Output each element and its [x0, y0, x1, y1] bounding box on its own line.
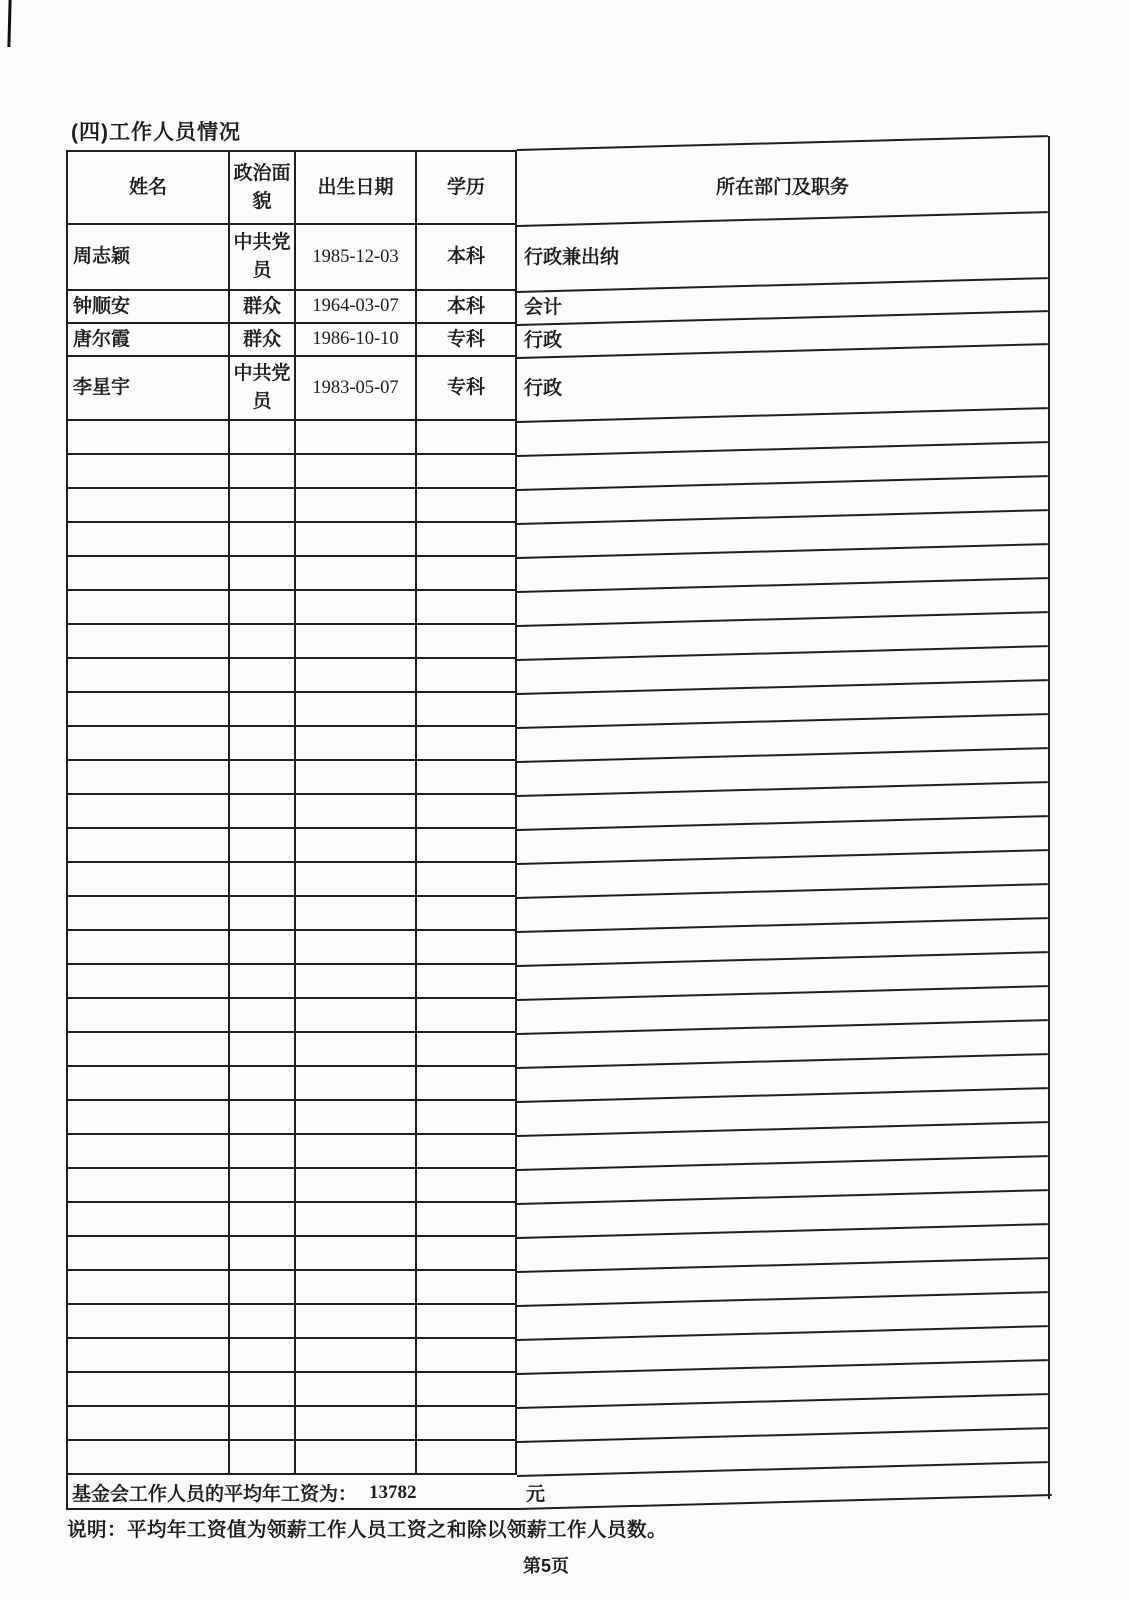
page-title: (四)工作人员情况 [71, 121, 241, 144]
empty-cell [68, 1373, 230, 1407]
cell-department: 行政 [517, 357, 1050, 421]
empty-cell [296, 1101, 417, 1135]
empty-cell [68, 1067, 230, 1101]
empty-table-row [68, 1101, 1050, 1135]
header-cell-education: 学历 [417, 150, 517, 225]
empty-cell [296, 455, 417, 489]
empty-cell [230, 965, 296, 999]
empty-cell [230, 455, 296, 489]
empty-cell [517, 659, 1050, 693]
empty-cell [296, 1441, 417, 1475]
empty-cell [296, 1271, 417, 1305]
empty-cell [296, 829, 417, 863]
empty-cell [417, 1305, 517, 1339]
empty-cell [517, 1203, 1050, 1237]
scan-edge-artifact [7, 0, 11, 47]
empty-cell [296, 931, 417, 965]
empty-cell [517, 1339, 1050, 1373]
empty-cell [417, 1203, 517, 1237]
empty-cell [230, 625, 296, 659]
empty-cell [296, 693, 417, 727]
empty-cell [296, 1305, 417, 1339]
staff-table [66, 150, 1050, 1510]
empty-cell [230, 1067, 296, 1101]
empty-cell [230, 1203, 296, 1237]
empty-cell [230, 761, 296, 795]
cell-department: 行政兼出纳 [517, 225, 1050, 291]
empty-table-row [68, 1441, 1050, 1475]
empty-cell [230, 931, 296, 965]
empty-cell [517, 1101, 1050, 1135]
empty-cell [417, 557, 517, 591]
empty-table-row [68, 421, 1050, 455]
empty-cell [68, 727, 230, 761]
empty-table-row [68, 1407, 1050, 1441]
empty-table-row [68, 1135, 1050, 1169]
empty-cell [68, 1305, 230, 1339]
table-row [68, 357, 1050, 421]
table-row [68, 291, 1050, 324]
empty-cell [417, 455, 517, 489]
empty-table-row [68, 931, 1050, 965]
empty-table-row [68, 1203, 1050, 1237]
empty-cell [68, 965, 230, 999]
empty-cell [417, 693, 517, 727]
empty-cell [230, 489, 296, 523]
empty-cell [417, 489, 517, 523]
empty-cell [68, 1407, 230, 1441]
empty-cell [296, 1407, 417, 1441]
empty-table-row [68, 1271, 1050, 1305]
empty-cell [417, 421, 517, 455]
empty-table-row [68, 1033, 1050, 1067]
empty-cell [230, 1407, 296, 1441]
empty-cell [68, 829, 230, 863]
empty-cell [230, 1169, 296, 1203]
empty-table-row [68, 1339, 1050, 1373]
empty-cell [517, 1067, 1050, 1101]
empty-cell [517, 489, 1050, 523]
empty-cell [517, 455, 1050, 489]
empty-cell [517, 1407, 1050, 1441]
empty-cell [417, 1339, 517, 1373]
empty-cell [517, 421, 1050, 455]
empty-cell [230, 1305, 296, 1339]
empty-cell [417, 591, 517, 625]
empty-table-row [68, 1305, 1050, 1339]
empty-cell [68, 1135, 230, 1169]
page-number: 第5页 [522, 1556, 569, 1576]
empty-cell [68, 1101, 230, 1135]
empty-table-row [68, 863, 1050, 897]
cell-name: 钟顺安 [68, 291, 230, 324]
table-bottom-border-skewed [519, 1494, 1052, 1510]
salary-summary-row [68, 1475, 1050, 1510]
empty-cell [517, 557, 1050, 591]
empty-cell [517, 1441, 1050, 1475]
empty-cell [230, 829, 296, 863]
empty-table-row [68, 795, 1050, 829]
empty-cell [230, 1033, 296, 1067]
empty-cell [68, 931, 230, 965]
empty-cell [230, 591, 296, 625]
empty-table-row [68, 1237, 1050, 1271]
cell-education: 本科 [417, 291, 517, 324]
empty-cell [296, 523, 417, 557]
cell-department: 会计 [517, 291, 1050, 324]
empty-cell [517, 965, 1050, 999]
empty-cell [230, 1339, 296, 1373]
empty-cell [68, 693, 230, 727]
empty-cell [417, 1067, 517, 1101]
empty-table-row [68, 557, 1050, 591]
empty-cell [68, 421, 230, 455]
header-cell-birth-date: 出生日期 [296, 150, 417, 225]
cell-birth-date: 1986-10-10 [296, 324, 417, 357]
empty-table-row [68, 693, 1050, 727]
cell-education: 专科 [417, 357, 517, 421]
empty-cell [68, 897, 230, 931]
empty-cell [417, 999, 517, 1033]
table-right-border [1048, 136, 1050, 1499]
empty-cell [68, 1339, 230, 1373]
empty-table-row [68, 523, 1050, 557]
empty-cell [296, 659, 417, 693]
empty-cell [417, 863, 517, 897]
empty-cell [68, 761, 230, 795]
empty-cell [296, 1237, 417, 1271]
empty-cell [230, 421, 296, 455]
table-row [68, 225, 1050, 291]
empty-cell [230, 1373, 296, 1407]
header-cell-political-status: 政治面貌 [230, 150, 296, 225]
empty-cell [296, 965, 417, 999]
empty-cell [230, 557, 296, 591]
empty-cell [296, 421, 417, 455]
cell-political-status: 群众 [230, 324, 296, 357]
empty-cell [417, 1373, 517, 1407]
empty-cell [296, 897, 417, 931]
empty-cell [68, 489, 230, 523]
empty-cell [417, 829, 517, 863]
empty-table-row [68, 1067, 1050, 1101]
empty-cell [68, 1203, 230, 1237]
empty-table-row [68, 1169, 1050, 1203]
empty-cell [417, 1441, 517, 1475]
empty-cell [517, 1237, 1050, 1271]
empty-cell [230, 897, 296, 931]
empty-cell [296, 1169, 417, 1203]
empty-table-row [68, 489, 1050, 523]
table-row [68, 324, 1050, 357]
empty-cell [517, 1271, 1050, 1305]
cell-name: 李星宇 [68, 357, 230, 421]
empty-cell [68, 557, 230, 591]
empty-cell [517, 863, 1050, 897]
empty-cell [296, 557, 417, 591]
empty-table-row [68, 965, 1050, 999]
cell-name: 周志颖 [68, 225, 230, 291]
empty-cell [417, 761, 517, 795]
salary-summary-unit: 元 [526, 1484, 546, 1505]
empty-rows-container [68, 421, 1050, 1475]
empty-cell [230, 1237, 296, 1271]
empty-cell [417, 1135, 517, 1169]
empty-table-row [68, 1373, 1050, 1407]
empty-table-row [68, 591, 1050, 625]
empty-cell [417, 659, 517, 693]
empty-cell [230, 1271, 296, 1305]
empty-cell [230, 863, 296, 897]
empty-cell [296, 1373, 417, 1407]
salary-summary-label: 基金会工作人员的平均年工资为： [72, 1484, 358, 1505]
empty-cell [68, 659, 230, 693]
cell-birth-date: 1985-12-03 [296, 225, 417, 291]
empty-table-row [68, 625, 1050, 659]
empty-cell [230, 693, 296, 727]
empty-table-row [68, 659, 1050, 693]
empty-cell [517, 591, 1050, 625]
cell-department: 行政 [517, 324, 1050, 357]
table-bottom-border [68, 1508, 519, 1510]
empty-cell [68, 455, 230, 489]
empty-cell [68, 1033, 230, 1067]
empty-cell [230, 523, 296, 557]
empty-cell [517, 761, 1050, 795]
empty-cell [230, 795, 296, 829]
salary-summary-value: 13782 [369, 1481, 417, 1503]
empty-cell [296, 727, 417, 761]
empty-cell [517, 1373, 1050, 1407]
empty-cell [517, 523, 1050, 557]
empty-cell [517, 693, 1050, 727]
empty-cell [296, 1203, 417, 1237]
empty-cell [417, 931, 517, 965]
empty-cell [517, 625, 1050, 659]
empty-cell [417, 795, 517, 829]
empty-cell [417, 1169, 517, 1203]
empty-cell [417, 523, 517, 557]
empty-cell [230, 1441, 296, 1475]
empty-cell [417, 1271, 517, 1305]
empty-cell [517, 829, 1050, 863]
empty-cell [517, 1169, 1050, 1203]
empty-cell [68, 523, 230, 557]
empty-cell [517, 795, 1050, 829]
empty-cell [517, 931, 1050, 965]
cell-education: 本科 [417, 225, 517, 291]
cell-name: 唐尔霞 [68, 324, 230, 357]
empty-table-row [68, 829, 1050, 863]
empty-cell [68, 863, 230, 897]
cell-political-status: 中共党员 [230, 357, 296, 421]
note-text: 说明：平均年工资值为领薪工作人员工资之和除以领薪工作人员数。 [67, 1519, 668, 1541]
empty-cell [417, 1237, 517, 1271]
cell-birth-date: 1964-03-07 [296, 291, 417, 324]
empty-cell [296, 625, 417, 659]
empty-cell [296, 1135, 417, 1169]
empty-cell [68, 795, 230, 829]
empty-cell [417, 965, 517, 999]
empty-cell [517, 1135, 1050, 1169]
empty-cell [68, 1441, 230, 1475]
cell-birth-date: 1983-05-07 [296, 357, 417, 421]
empty-cell [230, 727, 296, 761]
empty-table-row [68, 727, 1050, 761]
empty-cell [68, 591, 230, 625]
cell-political-status: 群众 [230, 291, 296, 324]
empty-cell [417, 897, 517, 931]
empty-cell [296, 1067, 417, 1101]
header-cell-department: 所在部门及职务 [517, 150, 1050, 225]
empty-cell [517, 897, 1050, 931]
empty-cell [417, 727, 517, 761]
header-cell-name: 姓名 [68, 150, 230, 225]
empty-cell [417, 1101, 517, 1135]
empty-table-row [68, 455, 1050, 489]
table-header-row [68, 150, 1050, 225]
empty-cell [296, 1339, 417, 1373]
empty-cell [296, 795, 417, 829]
empty-cell [230, 1101, 296, 1135]
empty-cell [417, 1407, 517, 1441]
empty-table-row [68, 897, 1050, 931]
empty-cell [517, 1305, 1050, 1339]
empty-cell [296, 999, 417, 1033]
empty-cell [417, 1033, 517, 1067]
empty-table-row [68, 761, 1050, 795]
empty-cell [68, 999, 230, 1033]
empty-table-row [68, 999, 1050, 1033]
cell-education: 专科 [417, 324, 517, 357]
empty-cell [230, 999, 296, 1033]
empty-cell [517, 1033, 1050, 1067]
empty-cell [68, 625, 230, 659]
empty-cell [230, 659, 296, 693]
empty-cell [296, 863, 417, 897]
empty-cell [296, 761, 417, 795]
empty-cell [68, 1169, 230, 1203]
empty-cell [230, 1135, 296, 1169]
cell-political-status: 中共党员 [230, 225, 296, 291]
empty-cell [68, 1271, 230, 1305]
empty-cell [517, 999, 1050, 1033]
empty-cell [296, 489, 417, 523]
empty-cell [68, 1237, 230, 1271]
empty-cell [417, 625, 517, 659]
empty-cell [296, 1033, 417, 1067]
empty-cell [517, 727, 1050, 761]
empty-cell [296, 591, 417, 625]
